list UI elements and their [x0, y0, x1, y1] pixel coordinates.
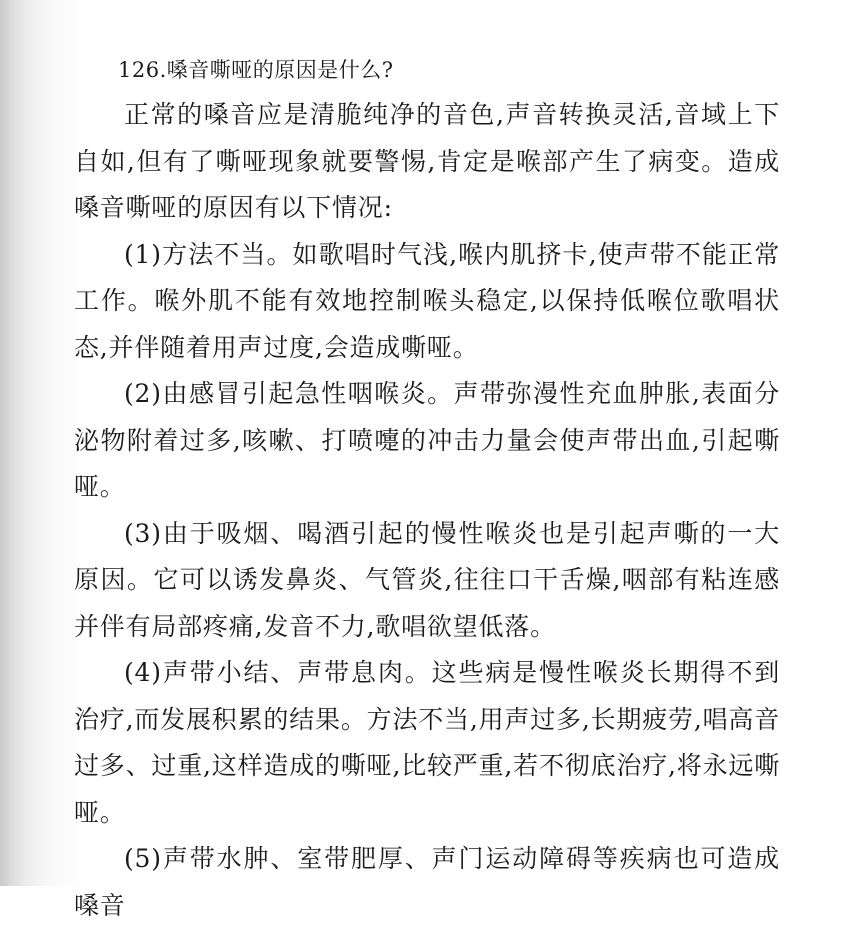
cause-3-paragraph: (3)由于吸烟、喝酒引起的慢性喉炎也是引起声嘶的一大原因。它可以诱发鼻炎、气管炎,往往口干舌燥,咽部有粘连感并伴有局部疼痛,发音不力,歌唱欲望低落。: [74, 518, 780, 641]
cause-1-paragraph: (1)方法不当。如歌唱时气浅,喉内肌挤卡,使声带不能正常工作。喉外肌不能有效地控制喉头稳定,以保持低喉位歌唱状态,并伴随着用声过度,会造成嘶哑。: [74, 239, 780, 362]
cause-4-paragraph: (4)声带小结、声带息肉。这些病是慢性喉炎长期得不到治疗,而发展积累的结果。方法不当,用声过多,长期疲劳,唱高音过多、过重,这样造成的嘶哑,比较严重,若不彻底治疗,将永远嘶哑。: [74, 658, 780, 827]
intro-paragraph: 正常的嗓音应是清脆纯净的音色,声音转换灵活,音域上下自如,但有了嘶哑现象就要警惕,肯定是喉部产生了病变。造成嗓音嘶哑的原因有以下情况:: [74, 100, 780, 222]
document-body: [74, 52, 780, 929]
cause-5-paragraph: (5)声带水肿、室带肥厚、声门运动障碍等疾病也可造成嗓音: [74, 844, 780, 920]
question-title: 126.嗓音嘶哑的原因是什么?: [118, 58, 394, 82]
cause-2-paragraph: (2)由感冒引起急性咽喉炎。声带弥漫性充血肿胀,表面分泌物附着过多,咳嗽、打喷嚏的冲击力量会使声带出血,引起嘶哑。: [74, 379, 780, 501]
